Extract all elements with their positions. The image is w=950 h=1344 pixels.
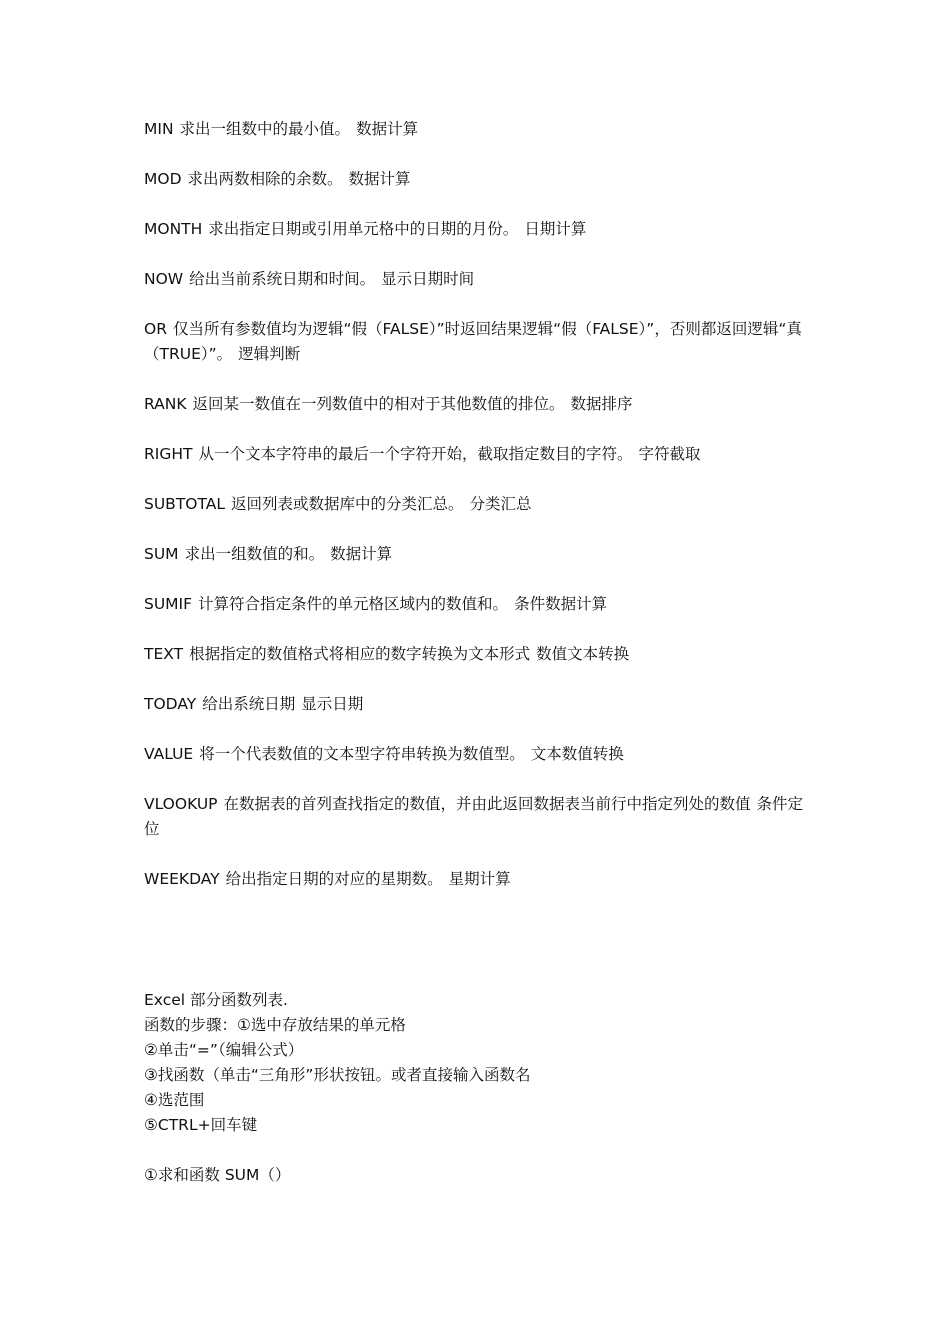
function-name: MIN bbox=[144, 120, 174, 138]
function-description: 将一个代表数值的文本型字符串转换为数值型。 bbox=[199, 745, 525, 763]
function-description: 根据指定的数值格式将相应的数字转换为文本形式 bbox=[189, 645, 531, 663]
function-category: 星期计算 bbox=[448, 870, 511, 888]
function-category: 逻辑判断 bbox=[238, 345, 301, 363]
function-category: 数据计算 bbox=[330, 545, 393, 563]
function-entry-value bbox=[144, 742, 814, 767]
function-entry-sum bbox=[144, 542, 814, 567]
function-entry-weekday bbox=[144, 867, 814, 892]
function-name: WEEKDAY bbox=[144, 870, 220, 888]
sum-function-heading: ①求和函数 SUM（） bbox=[144, 1166, 291, 1184]
step-4: ④选范围 bbox=[144, 1091, 205, 1109]
step-3: ③找函数（单击“三角形”形状按钮。或者直接输入函数名 bbox=[144, 1066, 531, 1084]
function-name: SUMIF bbox=[144, 595, 193, 613]
function-name: SUM bbox=[144, 545, 179, 563]
spacer bbox=[144, 1138, 814, 1163]
function-name: VLOOKUP bbox=[144, 795, 218, 813]
function-category: 显示日期 bbox=[301, 695, 364, 713]
function-category: 文本数值转换 bbox=[530, 745, 624, 763]
function-name: OR bbox=[144, 320, 167, 338]
function-category: 条件数据计算 bbox=[514, 595, 608, 613]
function-name: RANK bbox=[144, 395, 187, 413]
notes-title: Excel 部分函数列表. bbox=[144, 991, 288, 1009]
function-description: 在数据表的首列查找指定的数值，并由此返回数据表当前行中指定列处的数值 bbox=[223, 795, 751, 813]
function-description: 返回列表或数据库中的分类汇总。 bbox=[231, 495, 464, 513]
function-description: 从一个文本字符串的最后一个字符开始，截取指定数目的字符。 bbox=[198, 445, 633, 463]
step-intro: 函数的步骤：①选中存放结果的单元格 bbox=[144, 1016, 406, 1034]
function-description: 求出一组数值的和。 bbox=[184, 545, 325, 563]
function-description: 给出当前系统日期和时间。 bbox=[189, 270, 376, 288]
function-entry-today bbox=[144, 692, 814, 717]
function-category: 数值文本转换 bbox=[536, 645, 630, 663]
function-name: TEXT bbox=[144, 645, 184, 663]
function-entry-month bbox=[144, 217, 814, 242]
function-entry-vlookup bbox=[144, 792, 814, 842]
function-name: VALUE bbox=[144, 745, 194, 763]
function-entry-text bbox=[144, 642, 814, 667]
step-2: ②单击“=”（编辑公式） bbox=[144, 1041, 304, 1059]
function-category: 条件定位 bbox=[144, 795, 804, 838]
function-category: 数据计算 bbox=[356, 120, 419, 138]
function-name: MOD bbox=[144, 170, 182, 188]
step-5: ⑤CTRL+回车键 bbox=[144, 1116, 258, 1134]
function-name: MONTH bbox=[144, 220, 203, 238]
function-category: 显示日期时间 bbox=[381, 270, 475, 288]
function-description: 求出两数相除的余数。 bbox=[187, 170, 343, 188]
function-description: 仅当所有参数值均为逻辑“假（FALSE）”时返回结果逻辑“假（FALSE）”，否则都返回逻辑“真（TRUE）”。 bbox=[144, 320, 802, 363]
function-description: 求出一组数中的最小值。 bbox=[179, 120, 351, 138]
function-category: 分类汇总 bbox=[469, 495, 532, 513]
function-list bbox=[144, 117, 814, 917]
function-name: NOW bbox=[144, 270, 184, 288]
function-entry-rank bbox=[144, 392, 814, 417]
function-entry-now bbox=[144, 267, 814, 292]
function-description: 返回某一数值在一列数值中的相对于其他数值的排位。 bbox=[192, 395, 565, 413]
function-description: 给出指定日期的对应的星期数。 bbox=[225, 870, 443, 888]
function-name: RIGHT bbox=[144, 445, 193, 463]
function-entry-sumif bbox=[144, 592, 814, 617]
function-entry-right bbox=[144, 442, 814, 467]
function-name: SUBTOTAL bbox=[144, 495, 225, 513]
function-category: 字符截取 bbox=[638, 445, 701, 463]
function-category: 数据排序 bbox=[570, 395, 633, 413]
function-category: 日期计算 bbox=[524, 220, 587, 238]
function-entry-min bbox=[144, 117, 814, 142]
function-description: 计算符合指定条件的单元格区域内的数值和。 bbox=[198, 595, 509, 613]
function-description: 求出指定日期或引用单元格中的日期的月份。 bbox=[208, 220, 519, 238]
function-category: 数据计算 bbox=[348, 170, 411, 188]
function-entry-or bbox=[144, 317, 814, 367]
function-entry-subtotal bbox=[144, 492, 814, 517]
function-name: TODAY bbox=[144, 695, 197, 713]
function-entry-mod bbox=[144, 167, 814, 192]
function-steps-notes bbox=[144, 988, 814, 1188]
function-description: 给出系统日期 bbox=[202, 695, 296, 713]
